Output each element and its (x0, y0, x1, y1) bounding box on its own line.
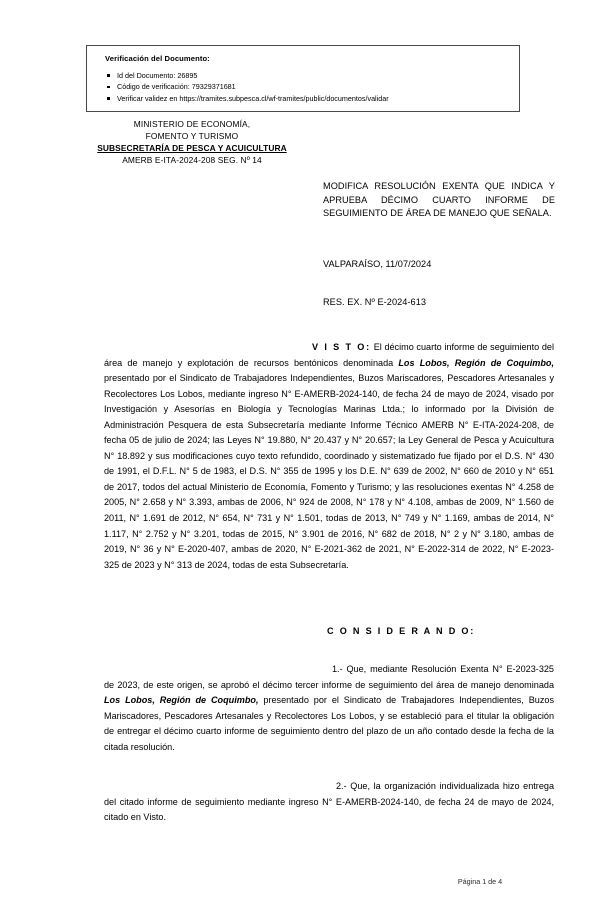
considerando-paragraph-2 (104, 779, 554, 826)
visto-text-part1: El décimo cuarto informe de seguimiento del área de manejo y explotación de recursos bentónicos denominada (104, 342, 555, 368)
letterhead (62, 119, 322, 166)
visto-keyword: V I S T O: (312, 342, 372, 352)
considerando-1-text-part2: presentado por el Sindicato de Trabajadores Independientes, Buzos Mariscadores, Pescadores Artesanales y Recolectores Los Lobos, y se estableció para el titular la obligación de entregar el décimo cuarto informe de seguimiento dentro del plazo de un año contado desde la fecha de la citada resolución. (104, 695, 554, 752)
visto-text-part2: presentado por el Sindicato de Trabajadores Independientes, Buzos Mariscadores, Pescadores Artesanales y Recolectores Los Lobos, mediante ingreso N° E-AMERB-2024-140, de fecha 24 de mayo de 2024, visado por Investigación y Asesorías en Biología y Tecnologías Marinas Ltda.; lo informado por la División de Administración Pesquera de esta Subsecretaría mediante Informe Técnico AMERB N° E-ITA-2024-208, de fecha 05 de julio de 2024; las Leyes N° 19.880, N° 20.437 y N° 20.657; la Ley General de Pesca y Acuicultura N° 18.892 y sus modificaciones cuyo texto refundido, coordinado y sistematizado fue fijado por el D.S. N° 430 de 1991, el D.F.L. N° 5 de 1983, el D.S. N° 355 de 1995 y los D.E. N° 639 de 2002, N° 660 de 2010 y N° 651 de 2017, todos del actual Ministerio de Economía, Fomento y Turismo; y las resoluciones exentas N° 4.258 de 2005, N° 2.658 y N° 3.393, ambas de 2006, N° 924 de 2008, N° 178 y N° 4.108, ambas de 2009, N° 1.560 de 2011, N° 1.691 de 2012, N° 654, N° 731 y N° 1.501, todas de 2013, N° 749 y N° 1.169, ambas de 2014, N° 1.117, N° 2.752 y N° 3.201, todas de 2015, N° 3.901 de 2016, N° 682 de 2018, N° 2 y N° 3.180, ambas de 2019, N° 36 y N° E-2020-407, ambas de 2020, N° E-2021-362 de 2021, N° E-2022-314 de 2022, N° E-2023-325 de 2023 y N° 313 de 2024, todas de esta Subsecretaría. (104, 373, 554, 570)
letterhead-file-reference: AMERB E-ITA-2024-208 SEG. Nº 14 (122, 154, 262, 165)
considerando-1-text-part1: 1.- Que, mediante Resolución Exenta N° E-2023-325 de 2023, de este origen, se aprobó el décimo tercer informe de seguimiento del área de manejo denominada (104, 664, 554, 690)
resolution-subject: MODIFICA RESOLUCIÓN EXENTA QUE INDICA Y APRUEBA DÉCIMO CUARTO INFORME DE SEGUIMIENTO DE ÁREA DE MANEJO QUE SEÑALA. (323, 181, 555, 219)
verification-item-url: Verificar validez en https://tramites.subpesca.cl/wf-tramites/public/documentos/validar (105, 93, 514, 104)
letterhead-subsecretariat: SUBSECRETARÍA DE PESCA Y ACUICULTURA (97, 142, 287, 153)
letterhead-ministry-line1: MINISTERIO DE ECONOMÍA, (133, 119, 251, 129)
page-footer (0, 877, 600, 886)
considerando-item-1 (104, 662, 554, 755)
visto-paragraph (104, 340, 554, 573)
verification-box (86, 45, 520, 112)
visto-section (104, 340, 554, 573)
letterhead-ministry-line2: FOMENTO Y TURISMO (145, 130, 239, 141)
considerando-heading: C O N S I D E R A N D O: (327, 626, 476, 636)
considerando-paragraph-1 (104, 662, 554, 755)
verification-item-code: Código de verificación: 79329371681 (105, 81, 514, 92)
verification-title: Verificación del Documento: (105, 54, 210, 63)
considerando-item-2 (104, 779, 554, 826)
visto-area-name: Los Lobos, Región de Coquimbo, (398, 357, 554, 368)
place-and-date: VALPARAÍSO, 11/07/2024 (323, 259, 432, 269)
resolution-number: RES. EX. Nº E-2024-613 (323, 297, 427, 307)
verification-item-document-id: Id del Documento: 26895 (105, 70, 514, 81)
verification-list (105, 70, 514, 104)
considerando-2-text: 2.- Que, la organización individualizada hizo entrega del citado informe de seguimiento mediante ingreso N° E-AMERB-2024-140, de fecha 24 de mayo de 2024, citado en Visto. (104, 781, 554, 823)
page-number-label: Página 1 de 4 (457, 877, 503, 886)
considerando-1-area-name: Los Lobos, Región de Coquimbo, (104, 695, 259, 706)
